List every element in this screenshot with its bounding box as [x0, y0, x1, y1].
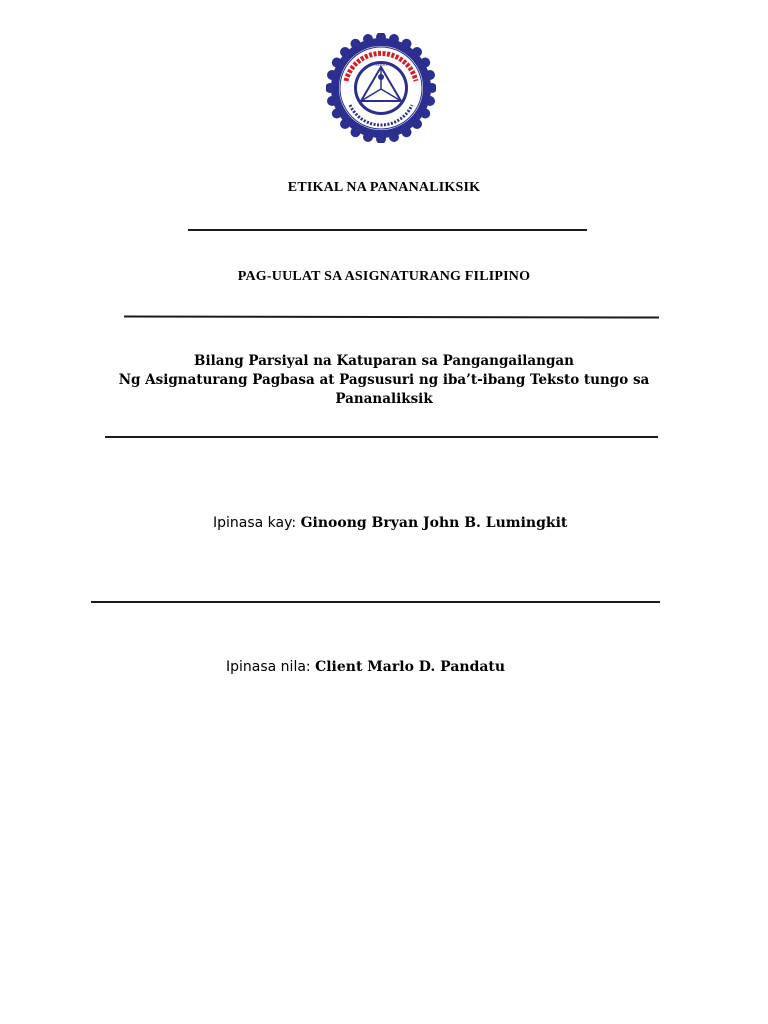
submitted-by-label: Ipinasa nila:: [226, 659, 311, 675]
description-line-1: Bilang Parsiyal na Katuparan sa Pangangailangan: [194, 353, 574, 369]
submitted-to-line: [213, 515, 567, 531]
submitted-by-name: Client Marlo D. Pandatu: [315, 659, 506, 675]
description-line-3: Pananaliksik: [335, 391, 433, 407]
seal-heart-text: HEART: [374, 62, 388, 67]
school-seal-icon: [326, 33, 436, 143]
submitted-to-divider: [91, 601, 660, 603]
submitted-to-name: Ginoong Bryan John B. Lumingkit: [300, 515, 568, 531]
title-heading: ETIKAL NA PANANALIKSIK: [287, 180, 481, 195]
submitted-to-label: Ipinasa kay:: [213, 515, 297, 531]
subject-heading: PAG-UULAT SA ASIGNATURANG FILIPINO: [237, 269, 531, 284]
description-block: [0, 352, 768, 409]
school-seal-logo: [326, 33, 436, 143]
description-line-2: Ng Asignaturang Pagbasa at Pagsusuri ng iba’t-ibang Teksto tungo sa: [118, 372, 650, 388]
submitted-by-line: [226, 659, 505, 675]
subject-underline: [124, 315, 659, 318]
description-underline: [105, 436, 658, 438]
title-underline: [188, 229, 587, 231]
